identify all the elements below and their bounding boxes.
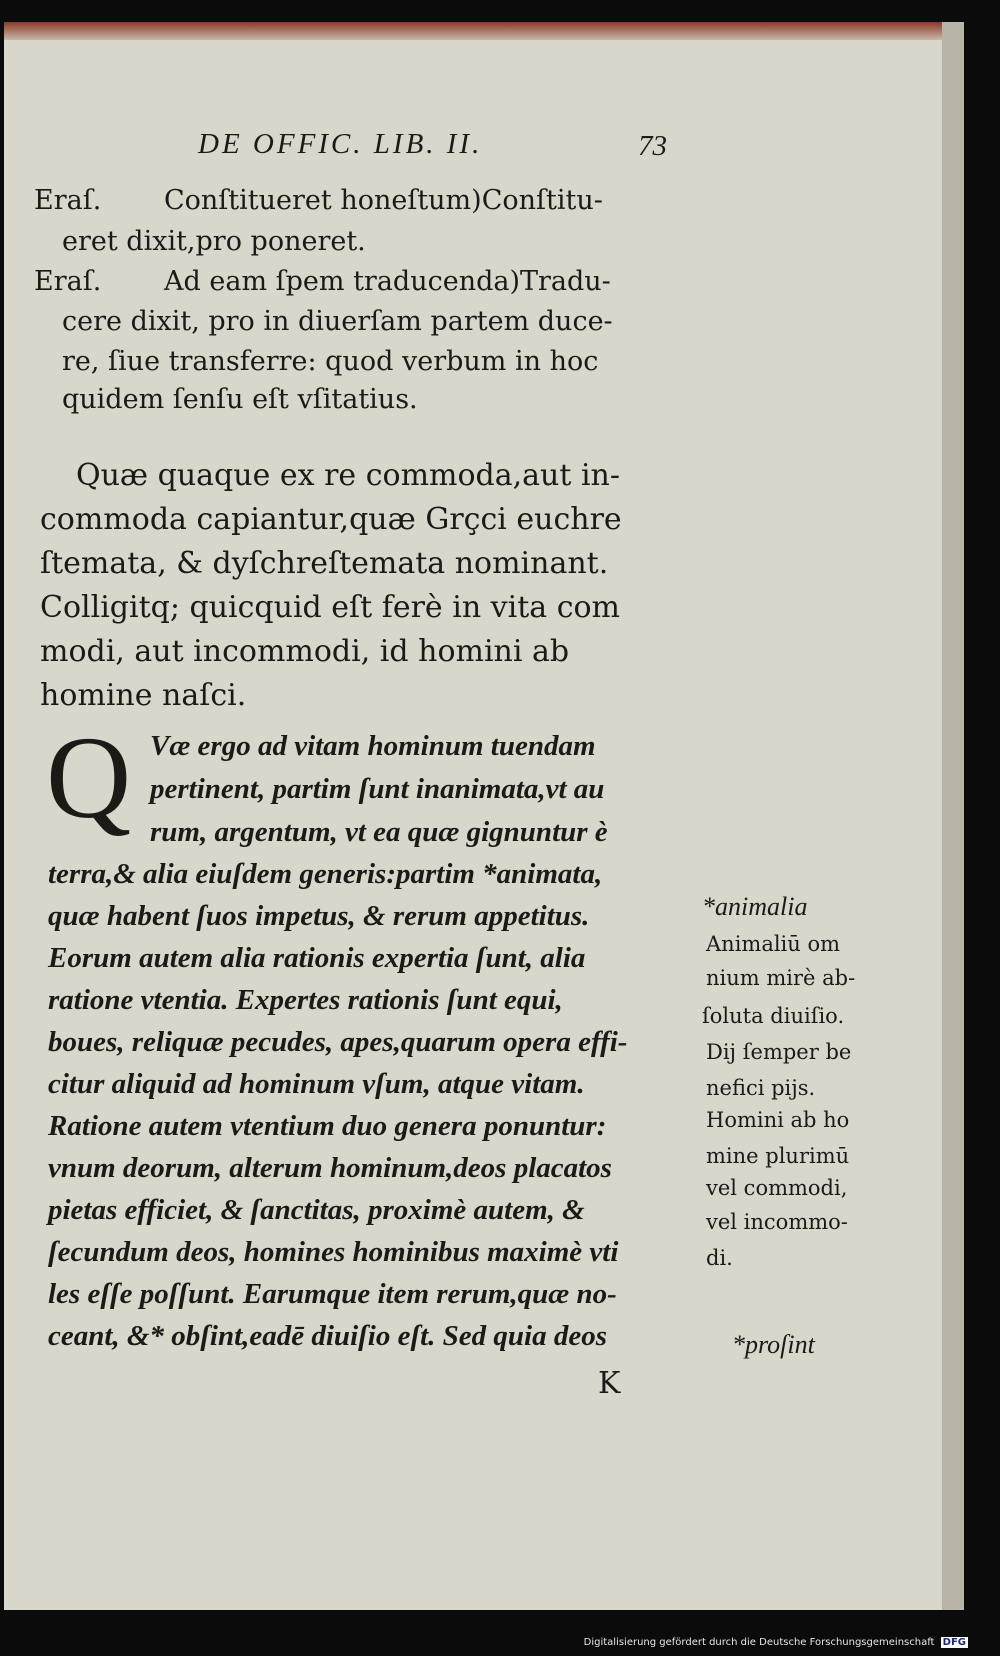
note-line: cere dixit, pro in diuerſam partem duce- (62, 306, 613, 337)
summary-line: Quæ quaque ex re commoda,aut in- (76, 458, 621, 493)
margin-gloss-line: nium mirè ab- (706, 966, 856, 990)
running-title: DE OFFIC. LIB. II. (198, 128, 483, 160)
body-line: ratione vtentia. Expertes rationis ſunt equi, (48, 984, 563, 1016)
note-line: re, ſiue transferre: quod verbum in hoc (62, 346, 599, 377)
page-edge-strip (4, 22, 942, 40)
summary-line: commoda capiantur,quæ Grçci euchre (40, 502, 622, 537)
margin-gloss-line: di. (706, 1246, 733, 1270)
summary-line: homine naſci. (40, 678, 247, 713)
margin-gloss-line: Dij ſemper be (706, 1040, 852, 1064)
summary-line: Colligitq; quicquid eſt ferè in vita com (40, 590, 621, 625)
drop-cap: Q (46, 712, 132, 843)
body-line: pertinent, partim ſunt inanimata,vt au (150, 773, 605, 805)
body-line: boues, reliquæ pecudes, apes,quarum opera effi- (48, 1026, 628, 1058)
body-line: ſecundum deos, homines hominibus maximè vti (48, 1236, 619, 1268)
note-line: Ad eam ſpem traducenda)Tradu- (164, 266, 611, 297)
note-line: eret dixit,pro poneret. (62, 226, 366, 257)
body-line: ceant, &* obſint,eadē diuiſio eſt. Sed quia deos (48, 1320, 608, 1352)
margin-gloss-line: mine plurimū (706, 1144, 850, 1168)
body-line: quæ habent ſuos impetus, & rerum appetitus. (48, 900, 590, 932)
margin-emendation: *animalia (702, 892, 808, 921)
margin-emendation: *proſint (732, 1330, 815, 1359)
page-number: 73 (638, 130, 667, 162)
summary-line: ſtemata, & dyſchreſtemata nominant. (40, 546, 609, 581)
credit-text: Digitalisierung gefördert durch die Deutsche Forschungsgemeinschaft (583, 1637, 935, 1648)
body-line: rum, argentum, vt ea quæ gignuntur è (150, 816, 608, 848)
body-line: terra,& alia eiuſdem generis:partim *animata, (48, 858, 603, 890)
signature-mark: K (598, 1366, 621, 1401)
dfg-logo: DFG (942, 1637, 966, 1648)
body-line: Ratione autem vtentium duo genera ponuntur: (48, 1110, 607, 1142)
body-line: vnum deorum, alterum hominum,deos placatos (48, 1152, 612, 1184)
note-label: Eraſ. (34, 185, 102, 216)
margin-gloss-line: vel incommo- (706, 1210, 848, 1234)
margin-gloss-line: ſoluta diuiſio. (702, 1004, 845, 1028)
note-line: quidem ſenſu eſt vſitatius. (62, 384, 418, 415)
margin-gloss-line: vel commodi, (706, 1176, 848, 1200)
body-line: les eſſe poſſunt. Earumque item rerum,quæ no- (48, 1278, 617, 1310)
body-line: Væ ergo ad vitam hominum tuendam (150, 730, 596, 762)
margin-gloss-line: Homini ab ho (706, 1108, 850, 1132)
digitization-credit (584, 1637, 968, 1648)
body-line: Eorum autem alia rationis expertia ſunt, alia (48, 942, 586, 974)
note-line: Conſtitueret honeſtum)Conſtitu- (164, 185, 603, 216)
margin-gloss-line: Animaliū om (706, 932, 841, 956)
summary-line: modi, aut incommodi, id homini ab (40, 634, 570, 669)
note-label: Eraſ. (34, 266, 102, 297)
body-line: pietas efficiet, & ſanctitas, proximè autem, & (48, 1194, 585, 1226)
body-line: citur aliquid ad hominum vſum, atque vitam. (48, 1068, 585, 1100)
margin-gloss-line: nefici pijs. (706, 1076, 816, 1100)
